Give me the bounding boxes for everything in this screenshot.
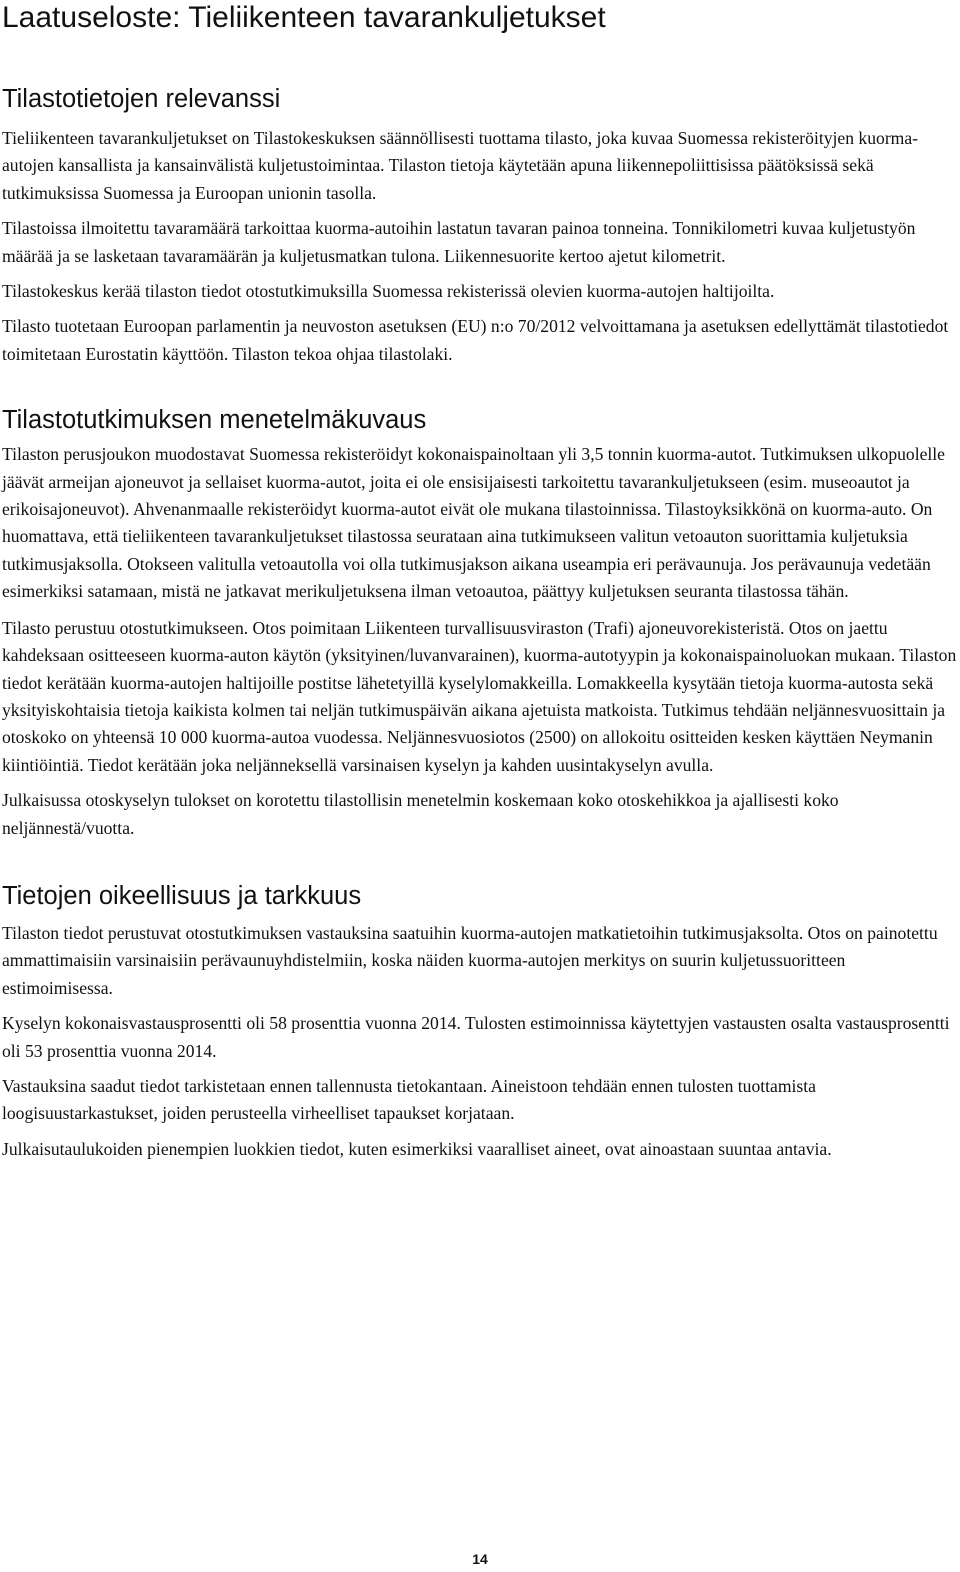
paragraph: Julkaisussa otoskyselyn tulokset on korotettu tilastollisin menetelmin koskemaan koko otoskehikkoa ja ajallisesti koko neljännestä/vuotta. <box>2 790 839 838</box>
section-heading-relevance: Tilastotietojen relevanssi <box>2 85 281 113</box>
section-heading-accuracy: Tietojen oikeellisuus ja tarkkuus <box>2 881 362 910</box>
section-heading-methodology: Tilastotutkimuksen menetelmäkuvaus <box>2 406 427 435</box>
paragraph: Tilasto tuotetaan Euroopan parlamentin ja neuvoston asetuksen (EU) n:o 70/2012 velvoittamana ja asetuksen edellyttämät tilastotiedot toimitetaan Eurostatin käyttöön. Tilaston tekoa ohjaa tilastolaki. <box>2 316 949 364</box>
paragraph: Kyselyn kokonaisvastausprosentti oli 58 prosenttia vuonna 2014. Tulosten estimoinnissa käytettyjen vastausten osalta vastausprosentti oli 53 prosenttia vuonna 2014. <box>2 1013 950 1061</box>
paragraph: Tilastokeskus kerää tilaston tiedot otostutkimuksilla Suomessa rekisterissä olevien kuorma-autojen haltijoilta. <box>2 281 775 302</box>
paragraph: Julkaisutaulukoiden pienempien luokkien tiedot, kuten esimerkiksi vaaralliset aineet, ovat ainoastaan suuntaa antavia. <box>2 1138 832 1159</box>
paragraph: Tilasto perustuu otostutkimukseen. Otos poimitaan Liikenteen turvallisuusviraston (Trafi) ajoneuvorekisteristä. Otos on jaettu kahdeksaan ositteeseen kuorma-auton käytön (yksityinen/luvanvarainen), kuorma-autotyypin ja kokonaispainoluokan mukaan. Tilaston tiedot kerätään kuorma-autojen haltijoille postitse lähetetyillä kyselylomakkeilla. Lomakkeella kysytään tietoja kuorma-autosta sekä yksityiskohtaisia tietoja kaikista kolmen tai neljän tutkimuspäivän aikana ajetuista matkoista. Tutkimus tehdään neljännesvuosittain ja otoskoko on yhteensä 10 000 kuorma-autoa vuodessa. Neljännesvuosiotos (2500) on allokoitu ositteiden kesken käyttäen Neymanin kiintiöintiä. Tiedot kerätään joka neljänneksellä varsinaisen kyselyn ja kahden uusintakyselyn avulla. <box>2 617 957 775</box>
paragraph: Vastauksina saadut tiedot tarkistetaan ennen tallennusta tietokantaan. Aineistoon tehdään ennen tulosten tuottamista loogisuustarkastukset, joiden perusteella virheelliset tapaukset korjataan. <box>2 1075 816 1124</box>
paragraph: Tieliikenteen tavarankuljetukset on Tilastokeskuksen säännöllisesti tuottama tilasto, joka kuvaa Suomessa rekisteröityjen kuorma-autojen kansallista ja kansainvälistä kuljetustoimintaa. Tilaston tietoja käytetään apuna liikennepoliittisissa päätöksissä sekä tutkimuksissa Suomessa ja Euroopan unionin tasolla. <box>2 128 919 203</box>
paragraph: Tilaston tiedot perustuvat otostutkimuksen vastauksina saatuihin kuorma-autojen matkatietoihin tutkimusjaksolta. Otos on painotettu ammattimaisiin varsinaisiin perävaunuyhdistelmiin, koska näiden kuorma-autojen merkitys on suurin kuljetussuoritteen estimoimisessa. <box>2 922 938 998</box>
document-title: Laatuseloste: Tieliikenteen tavarankuljetukset <box>2 1 606 34</box>
page-number: 14 <box>472 1551 488 1567</box>
paragraph: Tilastoissa ilmoitettu tavaramäärä tarkoittaa kuorma-autoihin lastatun tavaran painoa tonneina. Tonnikilometri kuvaa kuljetustyön määrää ja se lasketaan tavaramäärän ja kuljetusmatkan tulona. Liikennesuorite kertoo ajetut kilometrit. <box>2 218 916 266</box>
paragraph: Tilaston perusjoukon muodostavat Suomessa rekisteröidyt kokonaispainoltaan yli 3,5 tonnin kuorma-autot. Tutkimuksen ulkopuolelle jäävät armeijan ajoneuvot ja sellaiset kuorma-autot, joita ei ole ensisijaisesti tarkoitettu tavarankuljetukseen (esim. museoautot ja erikoisajoneuvot). Ahvenanmaalle rekisteröidyt kuorma-autot eivät ole mukana tilastoinnissa. Tilastoyksikkönä on kuorma-auto. On huomattava, että tieliikenteen tavarankuljetukset tilastossa seurataan aina tutkimukseen valitun vetoauton suorittamia kuljetuksia tutkimusjaksolla. Otokseen valitulla vetoautolla voi olla tutkimusjakson aikana useampia eri perävaunuja. Jos perävaunuja vedetään esimerkiksi satamaan, mistä ne jatkavat merikuljetuksena ilman vetoautoa, päättyy kuljetuksen seuranta tilastossa tähän. <box>2 444 945 602</box>
